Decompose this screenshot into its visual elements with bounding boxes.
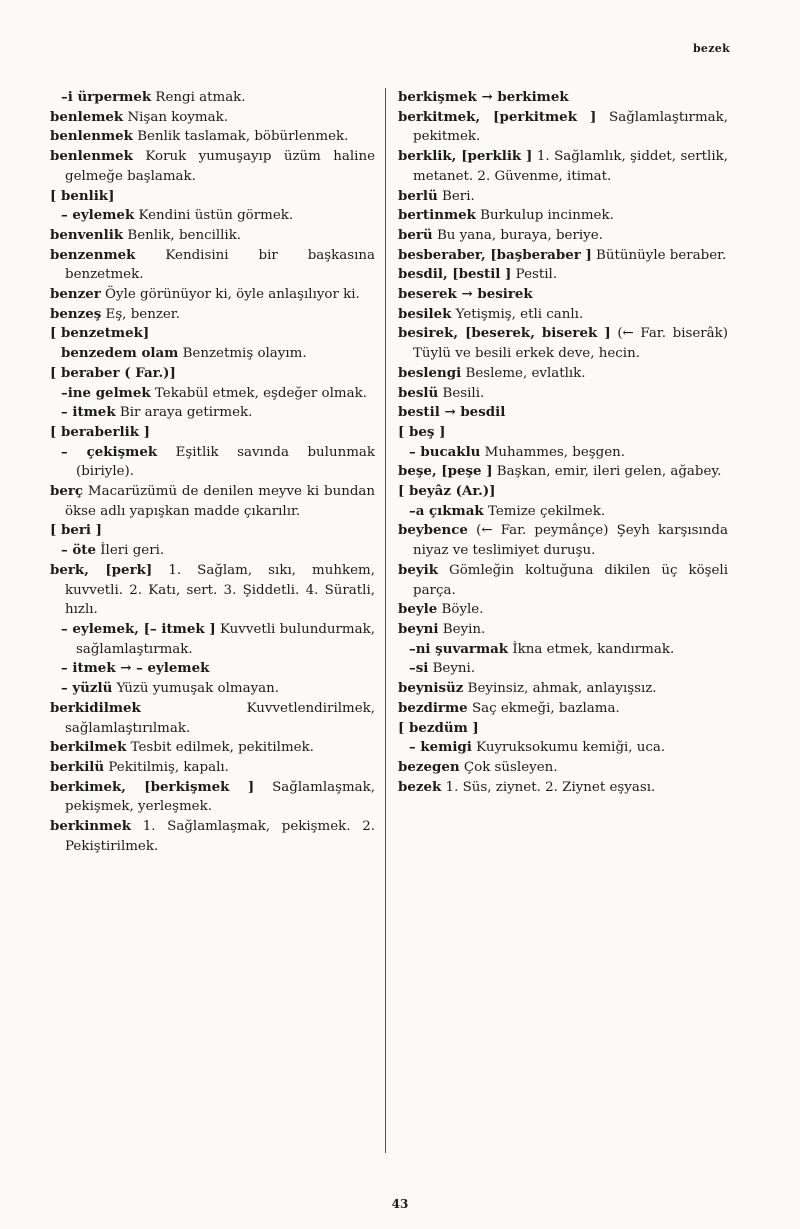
entry-definition: Çok süsleyen. — [459, 759, 558, 775]
entry-headword: berkidilmek — [50, 699, 141, 716]
entry-headword: beybence — [398, 522, 468, 539]
entry-headword: bestil → besdil — [398, 404, 506, 421]
dictionary-entry — [398, 699, 728, 719]
entry-headword: bezdirme — [398, 699, 468, 716]
entry-headword: – çekişmek — [61, 443, 158, 460]
dictionary-entry — [50, 521, 375, 541]
dictionary-entry — [398, 305, 728, 325]
entry-definition: Gömleğin koltuğuna dikilen üç köşeli parça. — [413, 562, 728, 598]
dictionary-entry — [50, 541, 375, 561]
entry-definition: Bütünüyle beraber. — [591, 247, 727, 263]
entry-definition: (← Far. peymânçe) Şeyh karşısında niyaz ve teslimiyet duruşu. — [413, 523, 728, 559]
entry-definition: Tesbit edilmek, pekitilmek. — [126, 740, 314, 756]
dictionary-entry — [398, 502, 728, 522]
dictionary-entry — [398, 620, 728, 640]
entry-definition: Burkulup incinmek. — [475, 208, 614, 224]
entry-definition: Kuyruksokumu kemiği, uca. — [471, 740, 666, 756]
entry-headword: bezegen — [398, 758, 460, 775]
dictionary-entry — [398, 324, 728, 363]
entry-definition: Macarüzümü de denilen meyve ki bundan ökse adlı yapışkan madde çıkarılır. — [65, 484, 375, 519]
entry-definition: Pekitilmiş, kapalı. — [104, 759, 229, 775]
entry-definition: Eşitlik savında bulunmak (biriyle). — [76, 444, 375, 480]
dictionary-entry — [398, 778, 728, 798]
dictionary-entry — [50, 778, 375, 817]
entry-headword: [ beraber ( Far.)] — [50, 364, 176, 381]
dictionary-entry — [398, 443, 728, 463]
dictionary-entry — [398, 147, 728, 186]
dictionary-entry — [50, 344, 375, 364]
entry-headword: benlenmek — [50, 148, 133, 165]
entry-headword: beşe, [peşe ] — [398, 463, 493, 480]
dictionary-entry — [398, 265, 728, 285]
entry-headword: besilek — [398, 305, 452, 322]
entry-headword: bertinmek — [398, 207, 476, 224]
entry-definition: Sağlamlaşmak, pekişmek, yerleşmek. — [65, 779, 376, 815]
entry-definition: Bir araya getirmek. — [115, 405, 253, 421]
entry-headword: beserek → besirek — [398, 286, 533, 303]
entry-headword: –ni şuvarmak — [409, 640, 509, 657]
dictionary-entry — [50, 679, 375, 699]
running-header: bezek — [692, 42, 730, 55]
entry-definition: Beyinsiz, ahmak, anlayışsız. — [463, 681, 657, 697]
entry-headword: – öte — [61, 542, 96, 559]
dictionary-entry — [50, 226, 375, 246]
entry-definition: (← Far. biserâk) Tüylü ve besili erkek deve, hecin. — [413, 326, 729, 362]
dictionary-entry — [398, 285, 728, 305]
entry-definition: 1. Sağlamlık, şiddet, sertlik, metanet. 2. Güvenme, itimat. — [413, 149, 728, 184]
dictionary-entry — [50, 127, 375, 147]
entry-definition: Eş, benzer. — [101, 306, 180, 322]
dictionary-entry — [50, 384, 375, 404]
entry-headword: – itmek → – eylemek — [61, 660, 210, 677]
dictionary-entry — [50, 246, 375, 285]
entry-headword: berkişmek → berkimek — [398, 89, 569, 105]
dictionary-entry — [398, 384, 728, 404]
entry-definition: Nişan koymak. — [123, 109, 228, 125]
dictionary-entry — [398, 88, 728, 108]
entry-headword: berk, [perk] — [50, 561, 153, 578]
entry-definition: Beri. — [437, 188, 475, 204]
entry-definition: İkna etmek, kandırmak. — [508, 641, 675, 657]
dictionary-entry — [50, 620, 375, 659]
dictionary-entry — [50, 364, 375, 384]
entry-headword: – eylemek — [61, 207, 135, 224]
dictionary-entry — [398, 108, 728, 147]
entry-definition: Böyle. — [437, 602, 484, 618]
entry-definition: Öyle görünüyor ki, öyle anlaşılıyor ki. — [100, 287, 360, 303]
entry-headword: –a çıkmak — [409, 502, 484, 519]
entry-definition: Kuvvetlendirilmek, sağlamlaştırılmak. — [65, 700, 375, 736]
dictionary-entry — [398, 364, 728, 384]
dictionary-entry — [50, 443, 375, 482]
entry-headword: – eylemek, [– itmek ] — [61, 620, 216, 637]
dictionary-entry — [398, 521, 728, 560]
dictionary-entry — [50, 285, 375, 305]
entry-definition: 1. Sağlamlaşmak, pekişmek. 2. Pekiştirilmek. — [65, 819, 375, 854]
entry-definition: Rengi atmak. — [151, 90, 246, 105]
entry-headword: berkilmek — [50, 739, 127, 756]
entry-headword: beslü — [398, 384, 439, 401]
entry-headword: beyik — [398, 561, 439, 578]
entry-headword: beynisüz — [398, 680, 464, 697]
entry-definition: Benzetmiş olayım. — [178, 346, 307, 362]
entry-headword: benzer — [50, 286, 101, 303]
entry-headword: –si — [409, 660, 429, 677]
entry-definition: Benlik, bencillik. — [123, 227, 242, 243]
entry-headword: beslengi — [398, 364, 462, 381]
dictionary-entry — [50, 147, 375, 186]
entry-definition: Beyni. — [428, 661, 476, 677]
entry-definition: Bu yana, buraya, beriye. — [432, 227, 603, 243]
entry-headword: [ bezdüm ] — [398, 719, 479, 736]
left-column — [50, 88, 375, 856]
dictionary-entry — [50, 561, 375, 620]
entry-headword: beyle — [398, 601, 438, 618]
dictionary-entry — [398, 462, 728, 482]
entry-headword: benzeş — [50, 305, 102, 322]
dictionary-entry — [50, 403, 375, 423]
dictionary-entry — [50, 817, 375, 856]
entry-headword: [ beri ] — [50, 522, 103, 539]
dictionary-entry — [398, 482, 728, 502]
entry-definition: Koruk yumuşayıp üzüm haline gelmeğe başlamak. — [65, 149, 375, 184]
entry-definition: Muhammes, beşgen. — [480, 444, 626, 460]
entry-headword: benlemek — [50, 108, 124, 125]
entry-headword: berkimek, [berkişmek ] — [50, 778, 255, 795]
entry-headword: berü — [398, 226, 433, 243]
dictionary-entry — [398, 206, 728, 226]
entry-definition: Yüzü yumuşak olmayan. — [112, 681, 279, 697]
entry-definition: Pestil. — [511, 267, 558, 283]
entry-headword: berkinmek — [50, 818, 132, 835]
column-divider — [385, 88, 386, 1153]
entry-headword: – itmek — [61, 404, 116, 421]
entry-headword: beyni — [398, 620, 439, 637]
entry-headword: berlü — [398, 187, 438, 204]
dictionary-entry — [398, 679, 728, 699]
entry-definition: Besili. — [438, 385, 485, 401]
dictionary-entry — [50, 659, 375, 679]
entry-headword: [ beş ] — [398, 423, 446, 440]
dictionary-entry — [50, 206, 375, 226]
dictionary-entry — [50, 482, 375, 521]
entry-definition: Besleme, evlatlık. — [461, 365, 586, 381]
dictionary-entry — [50, 324, 375, 344]
entry-headword: besberaber, [başberaber ] — [398, 246, 592, 263]
entry-headword: benlenmek — [50, 128, 133, 145]
entry-headword: berklik, [perklik ] — [398, 148, 533, 165]
dictionary-entry — [398, 659, 728, 679]
dictionary-entry — [398, 600, 728, 620]
dictionary-entry — [398, 226, 728, 246]
dictionary-entry — [398, 758, 728, 778]
entry-definition: 1. Süs, ziynet. 2. Ziynet eşyası. — [441, 779, 656, 795]
entry-definition: Başkan, emir, ileri gelen, ağabey. — [492, 464, 722, 480]
dictionary-entry — [50, 738, 375, 758]
dictionary-entry — [398, 187, 728, 207]
entry-definition: Sağlamlaştırmak, pekitmek. — [413, 109, 728, 145]
entry-headword: [ beyâz (Ar.)] — [398, 483, 496, 500]
entry-definition: Yetişmiş, etli canlı. — [451, 306, 584, 322]
dictionary-entry — [398, 640, 728, 660]
entry-definition: İleri geri. — [96, 543, 165, 559]
entry-headword: – yüzlü — [61, 680, 113, 697]
entry-headword: berkitmek, [perkitmek ] — [398, 108, 597, 125]
entry-headword: –ine gelmek — [61, 384, 151, 401]
entry-headword: benzedem olam — [61, 345, 179, 362]
entry-definition: 1. Sağlam, sıkı, muhkem, kuvvetli. 2. Katı, sert. 3. Şiddetli. 4. Süratli, hızlı. — [65, 562, 375, 618]
entry-definition: Saç ekmeği, bazlama. — [467, 700, 620, 716]
entry-headword: bezek — [398, 778, 442, 795]
page-number: 43 — [391, 1197, 409, 1211]
entry-headword: benzenmek — [50, 246, 136, 263]
entry-headword: –i ürpermek — [61, 89, 152, 105]
entry-headword: berç — [50, 483, 84, 500]
dictionary-entry — [50, 88, 375, 108]
entry-headword: [ benlik] — [50, 187, 115, 204]
dictionary-entry — [398, 719, 728, 739]
entry-headword: besdil, [bestil ] — [398, 266, 512, 283]
dictionary-entry — [50, 305, 375, 325]
entry-headword: [ benzetmek] — [50, 325, 150, 342]
entry-headword: [ beraberlik ] — [50, 423, 150, 440]
right-column — [398, 88, 728, 797]
entry-definition: Kendisini bir başkasına benzetmek. — [65, 247, 375, 283]
dictionary-entry — [398, 403, 728, 423]
entry-headword: – kemigi — [409, 739, 472, 756]
entry-headword: – bucaklu — [409, 443, 481, 460]
dictionary-entry — [50, 108, 375, 128]
entry-definition: Benlik taslamak, böbürlenmek. — [132, 129, 349, 145]
entry-definition: Kendini üstün görmek. — [134, 208, 294, 224]
entry-definition: Beyin. — [438, 621, 486, 637]
entry-headword: benvenlik — [50, 226, 124, 243]
entry-definition: Kuvvetli bulundurmak, sağlamlaştırmak. — [76, 621, 375, 657]
entry-headword: besirek, [beserek, biserek ] — [398, 325, 611, 342]
dictionary-entry — [50, 187, 375, 207]
dictionary-entry — [50, 699, 375, 738]
dictionary-entry — [398, 246, 728, 266]
dictionary-entry — [50, 758, 375, 778]
dictionary-entry — [398, 738, 728, 758]
dictionary-entry — [50, 423, 375, 443]
entry-definition: Tekabül etmek, eşdeğer olmak. — [150, 385, 367, 401]
entry-definition: Temize çekilmek. — [483, 503, 606, 519]
dictionary-entry — [398, 423, 728, 443]
dictionary-entry — [398, 561, 728, 600]
entry-headword: berkilü — [50, 758, 105, 775]
